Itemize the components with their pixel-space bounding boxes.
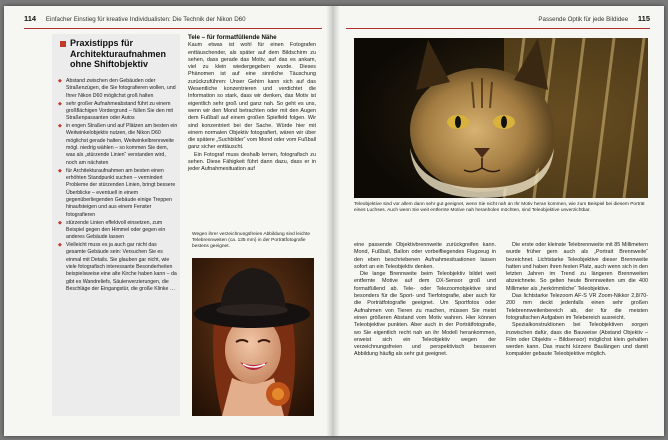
right-paragraph: Spezialkonstruktionen bei Teleobjektiven sorgen inzwischen dafür, dass die Bauweise (Abstand Objektiv – Film oder Objektiv – Bildsensor) möglichst klein gehalten werden kann. Das macht kürzere Baulängen und damit kompakter gebaute Teleobjektive möglich. — [506, 322, 648, 358]
portrait-photo — [192, 258, 314, 416]
tips-item: ◆ stürzende Linien effektvoll einsetzen, zum Beispiel gegen den Himmel oder gegen ein anderes Gebäude lassen — [58, 220, 178, 242]
tips-item: ◆ Abstand zwischen den Gebäuden oder Straßenzügen, die Sie fotografieren wollen, und Ihrer Nikon D60 möglichst groß halten — [58, 78, 178, 100]
right-paragraph: eine passende Objektivbrennweite zurückgreifen kann. Mond, Fußball, Ballon oder vorbeifliegendes Flugzeug in den eben beschriebenen Aufnahmesituationen lassen sofort an ein Teleobjektiv denken. — [354, 242, 496, 270]
right-header-rule — [346, 28, 650, 29]
right-text-column-1 — [354, 242, 496, 359]
right-paragraph: Die erste oder kleinste Telebrennweite mit 85 Millimetern wurde früher gern auch als „Portrait Brennweite“ bezeichnet. Lichtstarke Teleobjektive dieser Brennweite hatten und haben ihren festen Platz, auch wenn sich in den letzten Jahren im Trend zu längeren Brennweiten abzeichnete. So gelten heute Brennweiten um die 400 Millimeter als „herkömmliche“ Teleobjektive. — [506, 242, 648, 292]
lynx-photo — [354, 38, 648, 198]
right-page-number: 115 — [637, 14, 650, 23]
right-text-column-2 — [506, 242, 648, 359]
tips-item: ◆ für Architekturaufnahmen am besten einen erhöhten Standpunkt suchen – vermindert Probleme der stürzenden Linien, bringt bessere Überblicke – eventuell in einem gegenüberliegenden Gebäude einige Treppen hinaufsteigen und aus einem Fenster fotografieren — [58, 168, 178, 219]
right-header-text: Passende Optik für jede Bildidee — [538, 16, 629, 23]
left-header-text: Einfacher Einstieg für kreative Individualisten: Die Technik der Nikon D60 — [45, 16, 246, 23]
left-header-rule — [24, 28, 322, 29]
left-paragraph: Kaum etwas ist wohl für einen Fotografen enttäuschender, als später auf dem Bildschirm zu sehen, dass gerade das Motiv, auf das es ankam, viel zu klein wiedergegeben wurde. Dieses Phänomen ist auf eine sinnliche Täuschung zurückzuführen: Unser Gehirn kann sich auf das Wesentliche konzentrieren und verdichtet die Information so stark, dass wir denken, das Motiv ist eigentlich sehr groß und ganz nah. So geht es uns, wenn wir den Mond betrachten oder mit den Augen dem Fußball auf einem großen Spielfeld folgen. Wir sind konzentriert bei der Sache. Würde hier mit einem normalen Objektiv fotografiert, wären wir über die spätere „Suchbilder“ vom Mond oder vom Fußball ganz sicher enttäuscht. — [188, 42, 316, 151]
tips-item: ◆ in engen Straßen und auf Plätzen am besten ein Weitwinkelobjektiv nutzen, die Nikon D60 möglichst gerade halten, Weitwinkelbrennweite mögl. niedrig wählen – so kommen Sie dem, was als „stürzende Linien“ verstanden wird, noch am nächsten — [58, 123, 178, 167]
left-page-header — [24, 14, 246, 26]
left-paragraph: Ein Fotograf muss deshalb lernen, fotografisch zu sehen. Diese Fähigkeit führt dann dazu, dass er in jeder Aufnahmesituation auf — [188, 151, 316, 173]
book-spread — [4, 6, 664, 436]
left-page-number: 114 — [24, 14, 37, 23]
lynx-photo-caption: Teleobjektive sind vor allem dann sehr gut geeignet, wenn Sie nicht nah an Ihr Motiv heran kommen, wie zum Beispiel bei diesem Porträt eines Luchses. Auch wenn Sie weit entfernte Motive nah heranholen möchten, sind Teleobjektive unverzichtbar. — [354, 202, 645, 213]
right-page-header — [538, 14, 650, 26]
portrait-photo-image — [192, 258, 314, 416]
section-heading: Tele – für formatfüllende Nähe — [188, 34, 277, 41]
tips-marker-icon — [60, 41, 66, 47]
tips-box — [52, 34, 180, 416]
tips-title-row — [60, 38, 178, 70]
lynx-photo-image — [354, 38, 648, 198]
right-paragraph: Die lange Brennweite beim Teleobjektiv bildet weit entfernte Motive auf dem DX-Sensor groß und formatfüllend ab. Tele- oder Telezoomobjektive sind besonders für die Sport- und Tierfotografie, aber auch für die Porträtfotografie geeignet. Um Sportfotos oder Aufnahmen von Tieren zu machen, müssen Sie meist einen größeren Abstand vom Motiv wahren. Hier können Teleobjektive punkten. Aber auch in der Porträtfotografie, wo Sie eigentlich recht nah an ihr Modell herankommen, erweist sich ein Teleobjektiv wegen der verzeichnungsfreien und perspektivisch besseren Abbildung häufig als sehr gut geeignet. — [354, 271, 496, 358]
right-paragraph: Das lichtstarke Telezoom AF-S VR Zoom-Nikkor 2,8/70-200 mm deckt jedenfalls einen sehr großen Telebrennweitenbereich ab, der für die meisten fotografischen Aufgaben im Telebereich ausreicht. — [506, 293, 648, 321]
tips-item: ◆ Vielleicht muss es ja auch gar nicht das gesamte Gebäude sein: Versuchen Sie es einmal mit Details. Sie glauben gar nicht, wie viele fotografisch interessante Besonderheiten beispielsweise eine alte Kirche haben kann – da gibt es Wandreliefs, Säulenverzierungen, die Beschläge der Eingangstür, die große Klinke … — [58, 242, 178, 293]
woman-photo-caption: Wegen ihrer verzeichnungsfreien Abbildung sind leichte Telebrennweiten (ca. 135 mm) in der Porträtfotografie bestens geeignet. — [192, 232, 311, 249]
tips-title: Praxistipps für Architekturaufnahmen ohne Shiftobjektiv — [70, 38, 167, 69]
tips-list — [58, 78, 178, 294]
left-text-column — [188, 34, 316, 174]
book-gutter — [326, 6, 340, 436]
tips-item: ◆ sehr großer Aufnahmeabstand führt zu einem großflächigen Vordergrund – füllen Sie den mit Straßenpassanten oder Autos — [58, 101, 178, 123]
